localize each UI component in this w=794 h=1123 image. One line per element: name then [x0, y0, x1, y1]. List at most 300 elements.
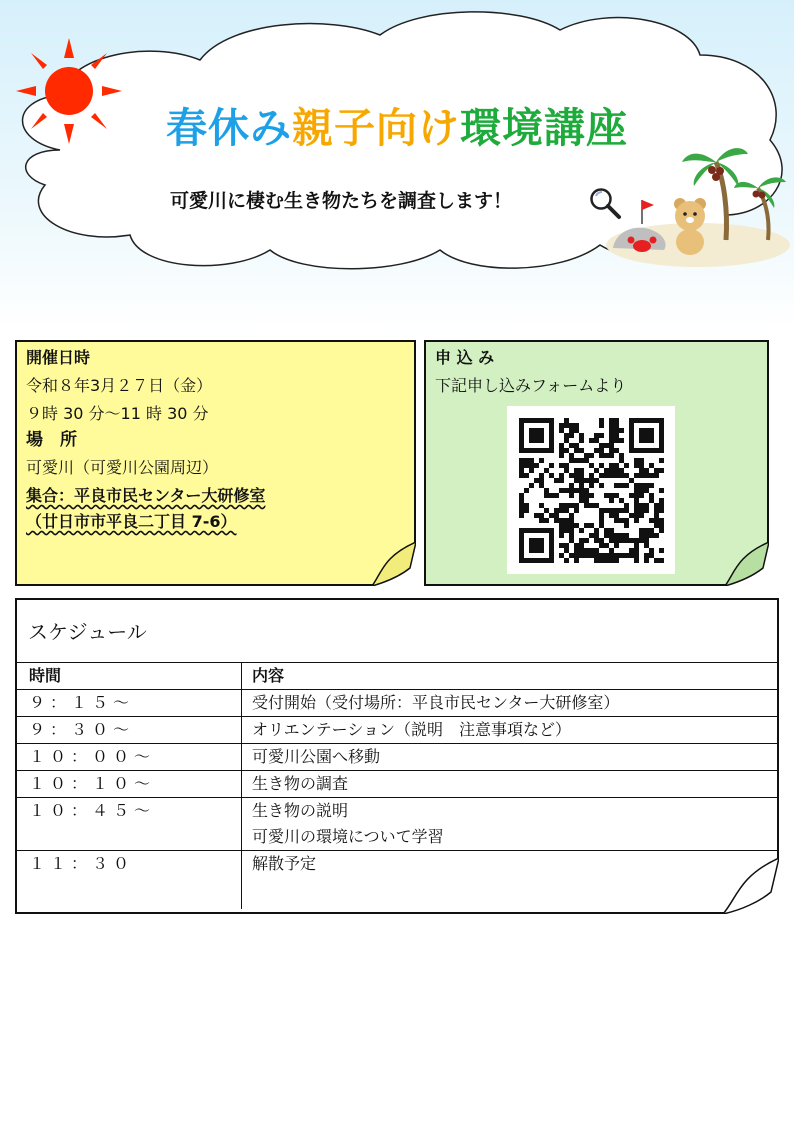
qr-module [579, 473, 584, 478]
qr-module [544, 468, 549, 473]
qr-module [529, 468, 534, 473]
magnifier-icon [588, 186, 622, 220]
qr-module [609, 423, 614, 428]
qr-module [654, 508, 659, 513]
qr-module [524, 508, 529, 513]
qr-module [634, 473, 639, 478]
qr-module [589, 478, 594, 483]
qr-module [644, 538, 649, 543]
page-subtitle: 可愛川に棲む生き物たちを調査します！ [170, 190, 513, 212]
qr-module [619, 483, 624, 488]
place-heading: 場 所 [26, 430, 77, 450]
qr-module [574, 443, 579, 448]
schedule-time: ９：１５～ [17, 690, 242, 717]
qr-module [564, 448, 569, 453]
qr-module [659, 548, 664, 553]
schedule-content-line: 生き物の説明 [252, 801, 349, 820]
schedule-time: ９：３０～ [17, 717, 242, 744]
qr-module [564, 463, 569, 468]
qr-module [609, 508, 614, 513]
qr-module [614, 473, 619, 478]
qr-module [564, 433, 569, 438]
qr-module [564, 558, 569, 563]
qr-module [564, 423, 569, 428]
qr-module [609, 453, 614, 458]
qr-module [524, 503, 529, 508]
qr-module [569, 428, 574, 433]
qr-module [634, 553, 639, 558]
qr-module [574, 503, 579, 508]
qr-module [594, 503, 599, 508]
schedule-content-line: 受付開始（受付場所：平良市民センター大研修室） [252, 693, 620, 712]
qr-module [559, 443, 564, 448]
qr-module [634, 458, 639, 463]
schedule-time: １０：００～ [17, 744, 242, 771]
qr-module [639, 538, 644, 543]
qr-module [609, 448, 614, 453]
qr-module [619, 473, 624, 478]
qr-module [644, 473, 649, 478]
title-part-parent-child: 親子向け [292, 104, 460, 152]
qr-module [559, 543, 564, 548]
qr-module [614, 433, 619, 438]
qr-module [604, 508, 609, 513]
qr-module [659, 498, 664, 503]
qr-module [539, 473, 544, 478]
qr-module [544, 488, 549, 493]
qr-module [654, 533, 659, 538]
qr-module [609, 493, 614, 498]
qr-module [564, 518, 569, 523]
schedule-content-line: 解散予定 [252, 854, 317, 873]
qr-module [634, 548, 639, 553]
qr-module [654, 473, 659, 478]
schedule-content [242, 851, 780, 910]
qr-module [599, 523, 604, 528]
qr-module [589, 473, 594, 478]
qr-module [619, 508, 624, 513]
qr-module [564, 438, 569, 443]
event-info-panel [15, 340, 416, 586]
qr-module [614, 483, 619, 488]
qr-module [609, 553, 614, 558]
qr-module [569, 523, 574, 528]
page-curl-icon [725, 542, 769, 586]
schedule-content [242, 744, 780, 771]
qr-module [629, 548, 634, 553]
qr-module [579, 438, 584, 443]
event-date: 令和８年3月２７日（金） [26, 376, 213, 395]
qr-module [649, 493, 654, 498]
qr-module [559, 448, 564, 453]
qr-module [619, 468, 624, 473]
qr-module [564, 523, 569, 528]
qr-module [604, 453, 609, 458]
qr-module [579, 498, 584, 503]
qr-module [574, 458, 579, 463]
qr-module [634, 493, 639, 498]
qr-module [524, 488, 529, 493]
qr-module [539, 483, 544, 488]
qr-module [634, 558, 639, 563]
qr-module [554, 513, 559, 518]
qr-module [569, 538, 574, 543]
qr-module [634, 513, 639, 518]
qr-module [644, 468, 649, 473]
table-header-row [17, 663, 779, 690]
qr-module [634, 508, 639, 513]
qr-module [614, 438, 619, 443]
schedule-content [242, 690, 780, 717]
qr-module [529, 428, 544, 443]
schedule-content [242, 717, 780, 744]
qr-module [599, 538, 604, 543]
qr-module [539, 478, 544, 483]
qr-module [584, 548, 589, 553]
qr-module [604, 533, 609, 538]
qr-module [609, 498, 614, 503]
qr-module [554, 493, 559, 498]
qr-module [584, 458, 589, 463]
qr-module [639, 473, 644, 478]
qr-module [599, 513, 604, 518]
qr-module [539, 518, 544, 523]
qr-module [619, 553, 624, 558]
qr-module [564, 508, 569, 513]
qr-module [559, 423, 564, 428]
qr-module [614, 423, 619, 428]
qr-module [529, 458, 534, 463]
qr-module [649, 498, 654, 503]
qr-module [564, 488, 569, 493]
page-curl-icon [372, 542, 416, 586]
qr-module [559, 553, 564, 558]
qr-module [599, 543, 604, 548]
qr-module [649, 463, 654, 468]
qr-module [574, 478, 579, 483]
qr-module [644, 528, 649, 533]
qr-module [524, 458, 529, 463]
qr-module [594, 468, 599, 473]
qr-module [649, 533, 654, 538]
qr-module [594, 478, 599, 483]
qr-module [629, 513, 634, 518]
qr-module [639, 528, 644, 533]
table-row [17, 690, 779, 717]
qr-module [594, 438, 599, 443]
qr-module [579, 448, 584, 453]
qr-module [654, 523, 659, 528]
qr-module [614, 513, 619, 518]
qr-module [569, 528, 574, 533]
qr-module [589, 438, 594, 443]
qr-module [579, 543, 584, 548]
qr-module [549, 493, 554, 498]
qr-module [519, 458, 524, 463]
qr-module [659, 503, 664, 508]
qr-module [634, 503, 639, 508]
qr-module [644, 533, 649, 538]
qr-module [579, 433, 584, 438]
qr-module [634, 498, 639, 503]
qr-module [519, 508, 524, 513]
schedule-table [17, 662, 779, 909]
qr-module [549, 463, 554, 468]
qr-module [544, 493, 549, 498]
qr-module [619, 538, 624, 543]
qr-module [644, 558, 649, 563]
qr-module [619, 518, 624, 523]
island-illustration [598, 140, 794, 270]
qr-module [649, 548, 654, 553]
qr-module [634, 543, 639, 548]
schedule-time: １０：１０～ [17, 771, 242, 798]
qr-module [599, 558, 604, 563]
qr-module [539, 513, 544, 518]
qr-module [639, 483, 644, 488]
qr-module [619, 533, 624, 538]
qr-module [609, 463, 614, 468]
qr-module [579, 488, 584, 493]
qr-module [589, 483, 594, 488]
schedule-content-line: 可愛川の環境について学習 [252, 827, 444, 846]
qr-module [614, 493, 619, 498]
qr-module [644, 508, 649, 513]
qr-module [524, 463, 529, 468]
qr-module [539, 503, 544, 508]
qr-module [609, 428, 614, 433]
qr-module [619, 453, 624, 458]
qr-module [594, 553, 599, 558]
qr-module [559, 523, 564, 528]
qr-module [649, 528, 654, 533]
schedule-content-line: 可愛川公園へ移動 [252, 747, 381, 766]
qr-module [594, 528, 599, 533]
schedule-content-line: オリエンテーション（説明 注意事項など） [252, 720, 572, 739]
qr-module [634, 518, 639, 523]
qr-module [604, 558, 609, 563]
qr-module [574, 548, 579, 553]
qr-module [604, 443, 609, 448]
qr-module [619, 458, 624, 463]
qr-module [659, 508, 664, 513]
qr-module [639, 468, 644, 473]
qr-module [649, 473, 654, 478]
qr-module [629, 538, 634, 543]
qr-module [609, 533, 614, 538]
qr-module [599, 448, 604, 453]
qr-module [644, 488, 649, 493]
qr-module [519, 493, 524, 498]
qr-module [639, 493, 644, 498]
qr-module [634, 538, 639, 543]
qr-module [644, 553, 649, 558]
qr-module [629, 493, 634, 498]
schedule-time: １０：４５～ [17, 798, 242, 851]
qr-module [574, 508, 579, 513]
qr-module [599, 453, 604, 458]
qr-module [549, 473, 554, 478]
table-row [17, 717, 779, 744]
qr-module [569, 473, 574, 478]
qr-module [639, 428, 654, 443]
qr-module [594, 538, 599, 543]
qr-module [614, 428, 619, 433]
qr-module [574, 488, 579, 493]
qr-module [579, 548, 584, 553]
qr-module [639, 463, 644, 468]
qr-module [599, 518, 604, 523]
qr-module [614, 463, 619, 468]
qr-module [634, 488, 639, 493]
qr-code[interactable] [507, 406, 675, 574]
qr-module [609, 438, 614, 443]
qr-module [599, 443, 604, 448]
qr-module [569, 443, 574, 448]
qr-module [579, 493, 584, 498]
qr-module [609, 513, 614, 518]
qr-module [589, 523, 594, 528]
schedule-time: １１：３０ [17, 851, 242, 910]
qr-module [659, 458, 664, 463]
qr-module [584, 538, 589, 543]
application-heading: 申 込 み [435, 348, 495, 367]
qr-module [529, 538, 544, 553]
qr-module [569, 533, 574, 538]
qr-module [609, 418, 614, 423]
qr-module [559, 488, 564, 493]
qr-module [624, 553, 629, 558]
qr-module [574, 543, 579, 548]
qr-module [609, 468, 614, 473]
qr-module [624, 508, 629, 513]
qr-module [624, 463, 629, 468]
qr-module [649, 518, 654, 523]
qr-module [654, 468, 659, 473]
qr-module [564, 543, 569, 548]
event-place: 可愛川（可愛川公園周辺） [26, 458, 219, 477]
qr-module [559, 473, 564, 478]
qr-module [599, 433, 604, 438]
qr-module [624, 503, 629, 508]
qr-module [614, 543, 619, 548]
qr-module [519, 503, 524, 508]
qr-module [599, 483, 604, 488]
qr-module [519, 473, 524, 478]
qr-module [564, 418, 569, 423]
qr-module [624, 518, 629, 523]
qr-module [589, 548, 594, 553]
qr-module [569, 503, 574, 508]
qr-module [624, 473, 629, 478]
qr-module [614, 538, 619, 543]
qr-module [584, 553, 589, 558]
qr-module [594, 433, 599, 438]
qr-module [584, 523, 589, 528]
qr-module [589, 463, 594, 468]
qr-module [559, 528, 564, 533]
qr-module [614, 468, 619, 473]
qr-module [644, 483, 649, 488]
qr-module [529, 463, 534, 468]
qr-module [594, 558, 599, 563]
qr-module [604, 493, 609, 498]
qr-module [599, 463, 604, 468]
page-title [0, 100, 794, 156]
qr-module [559, 518, 564, 523]
application-text: 下記申し込みフォームより [435, 376, 627, 395]
qr-module [574, 428, 579, 433]
qr-module [654, 513, 659, 518]
qr-module [639, 513, 644, 518]
qr-module [559, 503, 564, 508]
qr-module [559, 508, 564, 513]
qr-module [614, 553, 619, 558]
qr-module [634, 483, 639, 488]
qr-module [584, 498, 589, 503]
qr-module [604, 528, 609, 533]
qr-module [564, 548, 569, 553]
qr-module [534, 513, 539, 518]
qr-module [609, 433, 614, 438]
qr-module [579, 478, 584, 483]
schedule-content [242, 798, 780, 851]
qr-module [569, 488, 574, 493]
qr-module [639, 533, 644, 538]
qr-module [614, 518, 619, 523]
qr-module [559, 533, 564, 538]
qr-module [654, 503, 659, 508]
qr-module [604, 553, 609, 558]
qr-module [559, 463, 564, 468]
qr-module [569, 483, 574, 488]
qr-module [654, 558, 659, 563]
qr-module [614, 558, 619, 563]
qr-module [579, 528, 584, 533]
qr-module [534, 463, 539, 468]
qr-module [604, 468, 609, 473]
qr-module [574, 558, 579, 563]
qr-module [639, 458, 644, 463]
qr-module [604, 473, 609, 478]
qr-module [659, 558, 664, 563]
qr-module [589, 553, 594, 558]
qr-module [624, 533, 629, 538]
qr-module [574, 423, 579, 428]
qr-module [584, 478, 589, 483]
qr-module [569, 423, 574, 428]
qr-module [624, 483, 629, 488]
table-row [17, 851, 779, 910]
qr-module [599, 418, 604, 423]
qr-module [564, 468, 569, 473]
meeting-point: 集合：平良市民センター大研修室 [26, 486, 266, 505]
qr-module [614, 533, 619, 538]
qr-module [569, 553, 574, 558]
qr-module [649, 483, 654, 488]
qr-module [609, 538, 614, 543]
qr-module [549, 513, 554, 518]
table-row [17, 798, 779, 851]
qr-module [594, 448, 599, 453]
qr-module [629, 478, 634, 483]
qr-module [599, 508, 604, 513]
qr-module [569, 433, 574, 438]
qr-module [559, 428, 564, 433]
qr-module [654, 518, 659, 523]
qr-module [609, 528, 614, 533]
table-row [17, 744, 779, 771]
